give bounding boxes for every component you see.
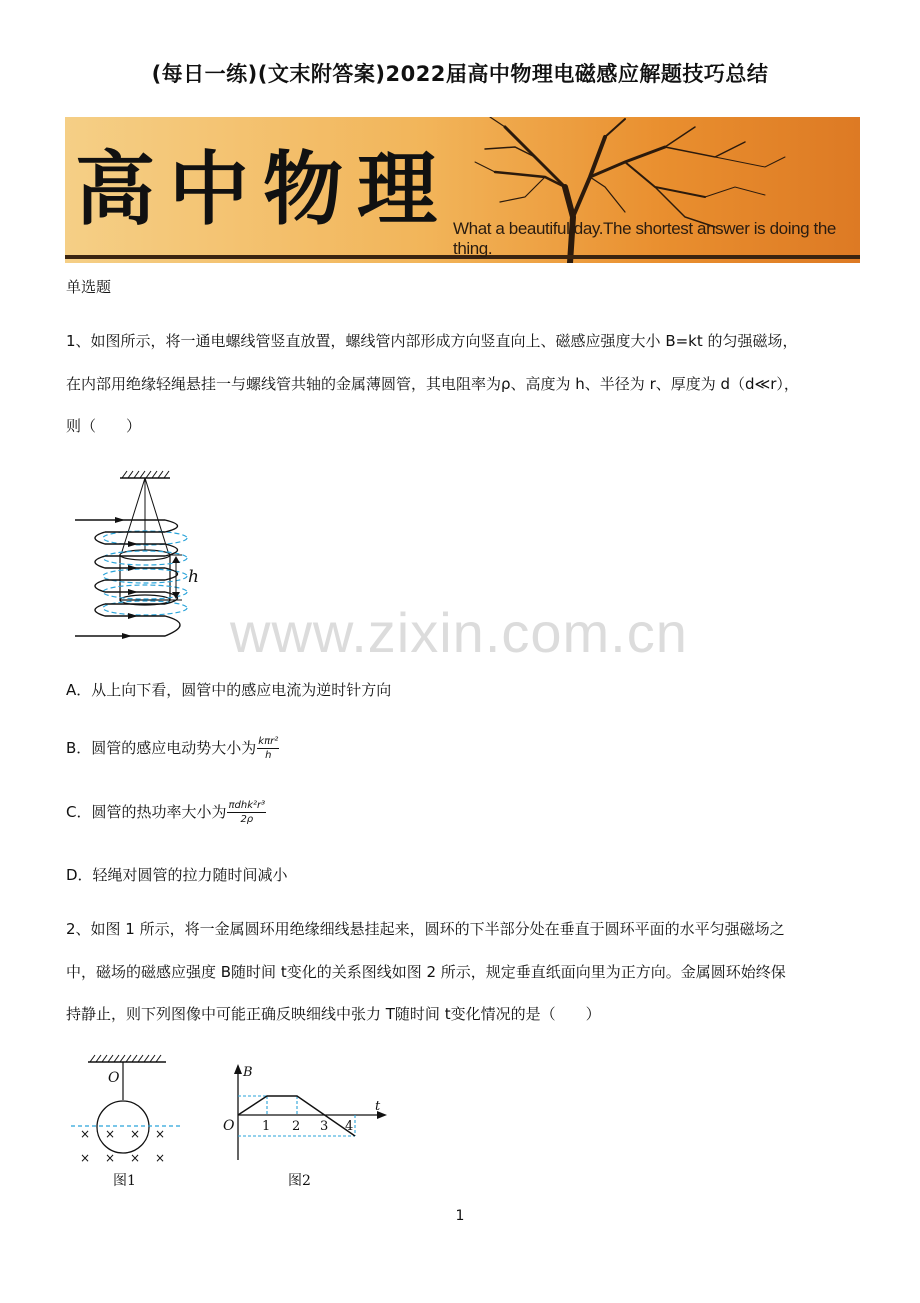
q2-field-cross: × [80,1151,91,1165]
q2-fig1-o-label: O [108,1070,120,1086]
q2-figure-1 [66,1050,191,1195]
q2-stem-line-2: 中，磁场的磁感应强度 B随时间 t变化的关系图线如图 2 所示，规定垂直纸面向里为正方向。金属圆环始终保 [66,963,786,981]
q2-field-cross: × [105,1151,116,1165]
q1-option-b-fraction [257,735,279,762]
q1-option-c-text: C．圆管的热功率大小为 [66,803,227,821]
q2-tick-3: 3 [320,1119,329,1134]
banner-tagline: What a beautiful day.The shortest answer is doing the thing. [453,219,836,258]
q2-stem-line-3: 持静止，则下列图像中可能正确反映细线中张力 T随时间 t变化情况的是（ ） [66,1005,601,1023]
q1-option-b-denominator: h [265,750,272,761]
q1-option-c-numerator: πdhk²r³ [228,800,266,811]
q2-field-cross: × [155,1127,166,1141]
q2-field-cross: × [155,1151,166,1165]
q2-field-cross: × [130,1151,141,1165]
document-title: (每日一练)(文末附答案)2022届高中物理电磁感应解题技巧总结 [151,62,769,86]
watermark: www.zixin.com.cn [230,601,688,664]
q2-fig2-caption: 图2 [288,1173,311,1189]
q1-option-c[interactable] [66,799,266,826]
q2-field-cross: × [105,1127,116,1141]
q1-option-b[interactable] [66,735,279,762]
q1-option-b-numerator: kπr² [258,736,279,747]
q1-option-c-denominator: 2ρ [240,814,254,825]
section-label: 单选题 [66,278,112,296]
q2-field-cross: × [130,1127,141,1141]
q1-option-d[interactable]: D．轻绳对圆管的拉力随时间减小 [66,866,288,884]
q1-option-c-fraction [227,799,266,826]
q1-solenoid-figure [70,470,210,645]
q2-tick-1: 1 [262,1119,271,1134]
q2-axis-t-label: t [375,1099,381,1114]
q1-option-a[interactable]: A．从上向下看，圆管中的感应电流为逆时针方向 [66,681,392,699]
q2-axis-b-label: B [243,1065,253,1080]
q1-stem-line-2: 在内部用绝缘轻绳悬挂一与螺线管共轴的金属薄圆管，其电阻率为ρ、高度为 h、半径为 r、厚度为 d（d≪r）， [66,375,799,393]
q1-figure-h-label: h [188,567,199,587]
banner-image [65,117,860,263]
q2-tick-4: 4 [345,1119,354,1134]
banner-title: 高中物理 [75,142,451,236]
q1-option-b-text: B．圆管的感应电动势大小为 [66,739,257,757]
q2-field-cross: × [80,1127,91,1141]
q2-stem-line-1: 2、如图 1 所示，将一金属圆环用绝缘细线悬挂起来，圆环的下半部分处在垂直于圆环平面的水平匀强磁场之 [66,920,785,938]
q2-figure-2-graph [215,1060,395,1195]
page-number: 1 [455,1208,465,1224]
q2-origin-label: O [223,1118,235,1134]
q2-fig1-caption: 图1 [113,1173,136,1189]
q1-stem-line-1: 1、如图所示，将一通电螺线管竖直放置，螺线管内部形成方向竖直向上、磁感应强度大小 B=kt 的匀强磁场， [66,332,798,350]
q1-stem-line-3: 则（ ） [66,417,142,435]
q2-tick-2: 2 [292,1119,301,1134]
